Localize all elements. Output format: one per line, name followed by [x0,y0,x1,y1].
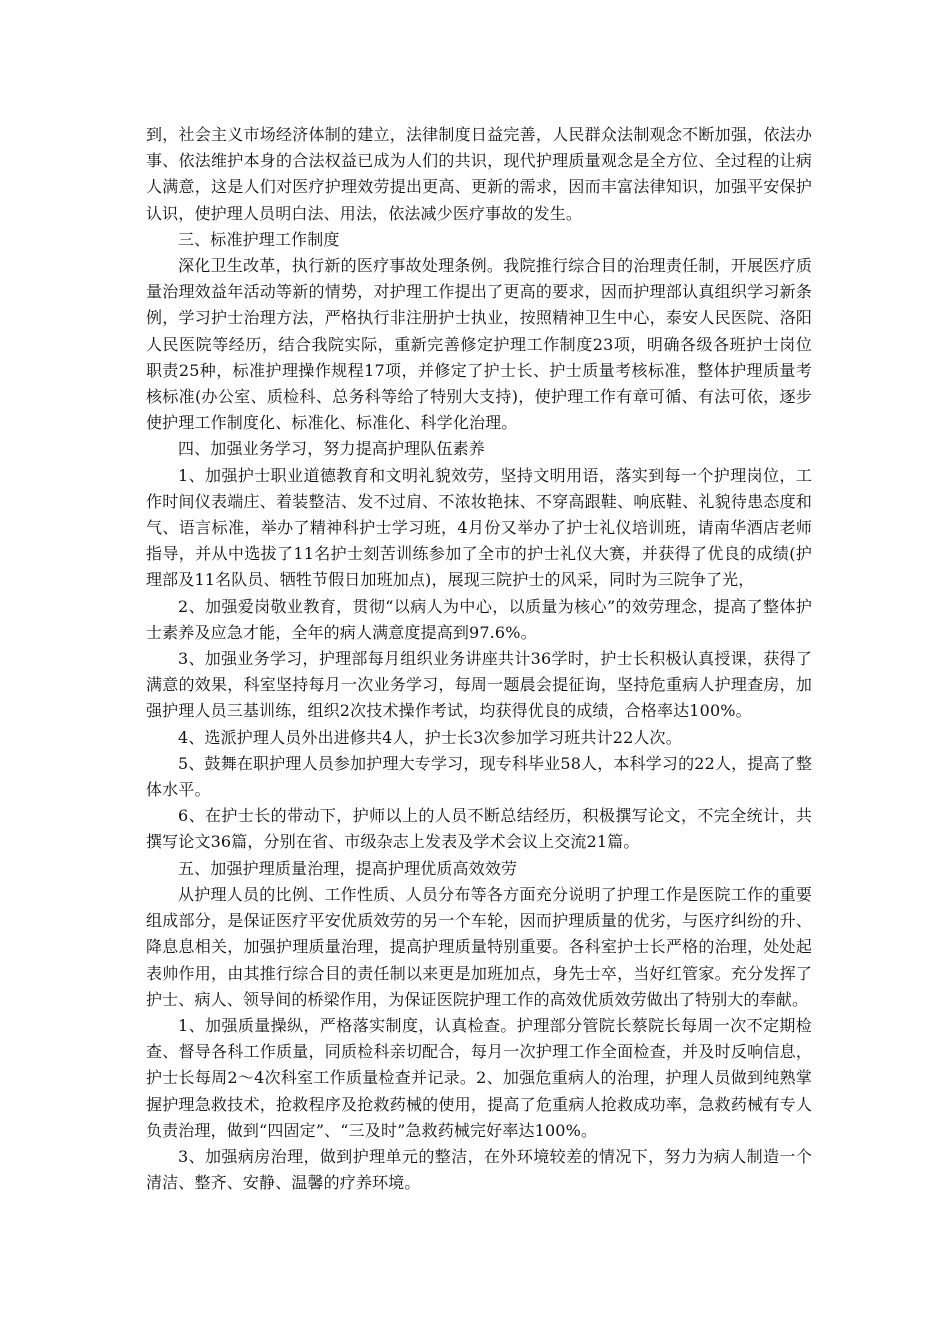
section-heading-3: 三、标准护理工作制度 [178,229,340,249]
section-heading-5: 五、加强护理质量治理，提高护理优质高效效劳 [178,858,518,878]
paragraph-4-1: 1、加强护士职业道德教育和文明礼貌效劳，坚持文明用语，落实到每一个护理岗位，工作时间仪表端庄、着装整洁、发不过肩、不浓妆艳抹、不穿高跟鞋、响底鞋、礼貌待患态度和气、语言标准，举办了精神科护士学习班，4月份又举办了护士礼仪培训班，请南华酒店老师指导，并从中选拔了11名护士刻苦训练参加了全市的护士礼仪大赛，并获得了优良的成绩(护理部及11名队员、牺牲节假日加班加点)，展现三院护士的风采，同时为三院争了光， [146,465,812,590]
paragraph-5-3: 3、加强病房治理，做到护理单元的整洁，在外环境较差的情况下，努力为病人制造一个清洁、整齐、安静、温馨的疗养环境。 [146,1146,812,1193]
paragraph-section-5: 从护理人员的比例、工作性质、人员分布等各方面充分说明了护理工作是医院工作的重要组成部分，是保证医疗平安优质效劳的另一个车轮，因而护理质量的优劣，与医疗纠纷的升、降息息相关，加强护理质量治理，提高护理质量特别重要。各科室护士长严格的治理，处处起表帅作用，由其推行综合目的责任制以来更是加班加点，身先士卒，当好红管家。充分发挥了护士、病人、领导间的桥梁作用，为保证医院护理工作的高效优质效劳做出了特别大的奉献。 [146,884,812,1009]
paragraph-4-6: 6、在护士长的带动下，护师以上的人员不断总结经历，积极撰写论文，不完全统计，共撰写论文36篇，分别在省、市级杂志上发表及学术会议上交流21篇。 [146,806,812,852]
paragraph-4-5: 5、鼓舞在职护理人员参加护理大专学习，现专科毕业58人，本科学习的22人，提高了整体水平。 [146,753,812,800]
paragraph-4-3: 3、加强业务学习，护理部每月组织业务讲座共计36学时，护士长积极认真授课，获得了满意的效果，科室坚持每月一次业务学习，每周一题晨会提征询，坚持危重病人护理查房，加强护理人员三基训练，组织2次技术操作考试，均获得优良的成绩，合格率达100%。 [146,649,812,721]
paragraph-4-2: 2、加强爱岗敬业教育，贯彻“以病人为中心，以质量为核心”的效劳理念，提高了整体护士素养及应急才能，全年的病人满意度提高到97.6%。 [146,596,812,642]
section-heading-4: 四、加强业务学习，努力提高护理队伍素养 [178,439,485,459]
document-page [146,122,812,1196]
paragraph-intro-continuation: 到，社会主义市场经济体制的建立，法律制度日益完善，人民群众法制观念不断加强，依法办事、依法维护本身的合法权益已成为人们的共识，现代护理质量观念是全方位、全过程的让病人满意，这是人们对医疗护理效劳提出更高、更新的需求，因而丰富法律知识，加强平安保护认识，使护理人员明白法、用法，依法减少医疗事故的发生。 [146,125,812,223]
paragraph-5-1: 1、加强质量操纵，严格落实制度，认真检查。护理部分管院长蔡院长每周一次不定期检查、督导各科工作质量，同质检科亲切配合，每月一次护理工作全面检查，并及时反响信息，护士长每周2～4次科室工作质量检查并记录。2、加强危重病人的治理，护理人员做到纯熟掌握护理急救技术，抢救程序及抢救药械的使用，提高了危重病人抢救成功率，急救药械有专人负责治理，做到“四固定”、“三及时”急救药械完好率达100%。 [146,1015,812,1140]
paragraph-section-3: 深化卫生改革，执行新的医疗事故处理条例。我院推行综合目的治理责任制，开展医疗质量治理效益年活动等新的情势，对护理工作提出了更高的要求，因而护理部认真组织学习新条例，学习护士治理方法，严格执行非注册护士执业，按照精神卫生中心，泰安人民医院、洛阳人民医院等经历，结合我院实际，重新完善修定护理工作制度23项，明确各级各班护士岗位职责25种，标准护理操作规程17项，并修定了护士长、护士质量考核标准，整体护理质量考核标准(办公室、质检科、总务科等给了特别大支持)，使护理工作有章可循、有法可依，逐步使护理工作制度化、标准化、标准化、科学化治理。 [146,256,812,433]
paragraph-4-4: 4、选派护理人员外出进修共4人，护士长3次参加学习班共计22人次。 [178,727,682,747]
